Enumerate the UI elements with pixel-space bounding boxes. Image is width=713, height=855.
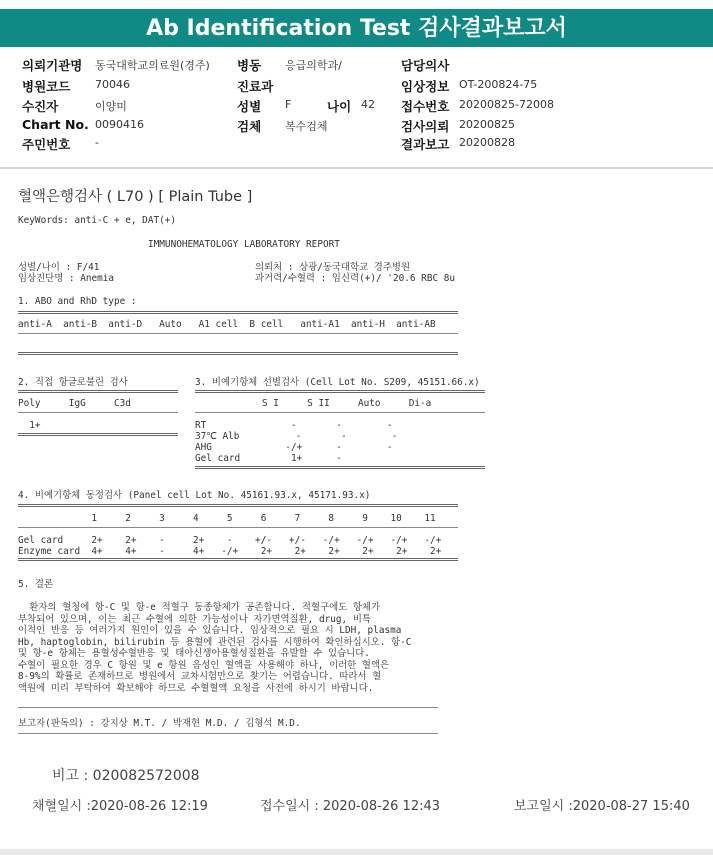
keywords: KeyWords: anti-C + e, DAT(+)	[18, 215, 177, 226]
age-value: 42	[361, 98, 375, 111]
report-title: Ab Identification Test 검사결과보고서	[0, 9, 713, 47]
request-value: 20200825	[459, 118, 515, 131]
reporters: 보고자(판독의) : 강지상 M.T. / 박재현 M.D. / 김형석 M.D.	[18, 718, 301, 729]
sex-age: 성별/나이 : F/41	[18, 262, 100, 273]
accession-value: 20200825-72008	[459, 98, 554, 111]
screening-row: AHG -/+ - -	[195, 442, 393, 453]
bottom-bar	[0, 849, 713, 855]
clinical-label: 임상정보	[401, 79, 450, 94]
hospital-label: 의뢰기관명	[22, 58, 83, 73]
report-value: 20200828	[459, 136, 515, 149]
dat-rule-bottom	[18, 433, 178, 436]
received-datetime: 접수일시 : 2020-08-26 12:43	[260, 799, 441, 814]
collected-datetime: 채혈일시 :2020-08-26 12:19	[32, 799, 208, 814]
panel-rule-bottom	[18, 558, 458, 561]
patient-label: 수진자	[22, 99, 59, 114]
section-title: 혈액은행검사 ( L70 ) [ Plain Tube ]	[18, 189, 253, 205]
chart-label: Chart No.	[22, 117, 89, 132]
screening-rule-mid	[195, 412, 485, 413]
conclusion-line: 및 항-e 항체는 용혈성수혈반응 및 태아신생아용혈성질환을 유발할 수 있습니다.	[18, 648, 370, 659]
accession-label: 접수번호	[401, 99, 450, 114]
rrn-value: -	[95, 136, 99, 149]
header-divider	[0, 167, 713, 169]
screening-rule-bottom	[195, 466, 485, 469]
screening-header: S I S II Auto Di-a	[262, 398, 432, 409]
conclusion-line: 액원에 미리 부탁하여 확보해야 하므로 수혈혈액 요청을 사전에 하시기 바랍니다.	[18, 682, 374, 694]
patient-value: 이양미	[95, 100, 127, 113]
abo-header: anti-A anti-B anti-D Auto A1 cell B cell anti-A1 anti-H anti-AB	[18, 319, 436, 330]
conclusion-section-title: 5. 결론	[18, 579, 54, 590]
abo-rule-mid	[18, 333, 458, 334]
reported-datetime: 보고일시 :2020-08-27 15:40	[514, 799, 690, 814]
requester: 의뢰처 : 상광/동국대학교 경주병원	[255, 262, 411, 273]
panel-gel-row: Gel card 2+ 2+ - 2+ - +/- +/- -/+ -/+ -/+ -/+	[18, 535, 442, 546]
conclusion-line: 이적인 반응 등 여러가지 원인이 있을 수 있습니다. 임상적으로 필요 시 LDH, plasma	[18, 625, 402, 636]
reporter-rule-top	[18, 707, 438, 708]
panel-rule-top	[18, 504, 458, 507]
screening-section-title: 3. 비예기항체 선별검사 (Cell Lot No. S209, 45151.66.x)	[195, 377, 480, 388]
conclusion-line: 환자의 혈청에 항-C 및 항-e 적혈구 동종항체가 공존합니다. 적혈구에도 항체가	[18, 602, 380, 613]
panel-rule-mid	[18, 527, 458, 528]
panel-enzyme-row: Enzyme card 4+ 4+ - 4+ -/+ 2+ 2+ 2+ 2+ 2+ 2+	[18, 546, 442, 557]
conclusion-line: 부착되어 있으며, 이는 최근 수혈에 의한 가능성이나 자가면역질환, drug, 비특	[18, 613, 371, 625]
hospcode-value: 70046	[95, 78, 130, 91]
dat-rule-top	[18, 390, 178, 393]
conclusion-line: 수혈이 필요한 경우 C 항원 및 e 항원 음성인 혈액을 사용해야 하나, 이러한 혈액은	[18, 659, 390, 671]
remark: 비고 : 020082572008	[52, 768, 200, 784]
abo-rule-bottom	[18, 352, 458, 355]
ward-label: 병동	[237, 58, 262, 73]
diagnosis: 임상진단명 : Anemia	[18, 273, 115, 284]
screening-row: Gel card 1+ -	[195, 453, 342, 464]
panel-section-title: 4. 비예기항체 동정검사 (Panel cell Lot No. 45161.93.x, 45171.93.x)	[18, 490, 371, 501]
request-label: 검사의뢰	[401, 119, 450, 134]
abo-rule-top	[18, 311, 458, 314]
lab-report-title: IMMUNOHEMATOLOGY LABORATORY REPORT	[148, 239, 340, 250]
age-label: 나이	[327, 99, 352, 114]
panel-header: 1 2 3 4 5 6 7 8 9 10 11	[18, 513, 436, 524]
clinical-value: OT-200824-75	[459, 78, 538, 91]
dat-values: 1+	[18, 420, 41, 431]
conclusion-line: Hb, haptoglobin, bilirubin 등 용혈에 관련된 검사를 시행하여 확인하십시오. 항-C	[18, 636, 412, 648]
hospital-value: 동국대학교의료원(경주)	[95, 59, 210, 72]
dat-header: Poly IgG C3d	[18, 398, 131, 409]
history: 과거력/수혈력 : 임신력(+)/ '20.6 RBC 8u	[255, 273, 456, 284]
reporter-rule-bottom	[18, 733, 438, 734]
report-label: 결과보고	[401, 137, 450, 152]
hospcode-label: 병원코드	[22, 79, 71, 94]
sex-label: 성별	[237, 99, 262, 114]
specimen-label: 검체	[237, 119, 262, 134]
patient-header	[0, 48, 713, 166]
screening-rule-top	[195, 390, 485, 393]
rrn-label: 주민번호	[22, 137, 71, 152]
dat-rule-mid	[18, 412, 178, 413]
screening-row: 37℃ Alb - - -	[195, 431, 398, 442]
abo-section-title: 1. ABO and RhD type :	[18, 296, 137, 307]
conclusion-line: 8-9%의 확률로 존재하므로 병원에서 교차시험만으로 찾기는 어렵습니다. 따라서 혈	[18, 671, 382, 682]
ward-value: 응급의학과/	[285, 59, 342, 72]
sex-value: F	[285, 98, 292, 111]
specimen-value: 복수검체	[285, 120, 328, 133]
screening-row: RT - - -	[195, 420, 393, 431]
dat-section-title: 2. 직접 항글로불린 검사	[18, 377, 128, 388]
chart-value: 0090416	[95, 118, 144, 131]
doctor-label: 담당의사	[401, 58, 450, 73]
lab-report	[0, 205, 713, 745]
dept-label: 진료과	[237, 79, 274, 94]
